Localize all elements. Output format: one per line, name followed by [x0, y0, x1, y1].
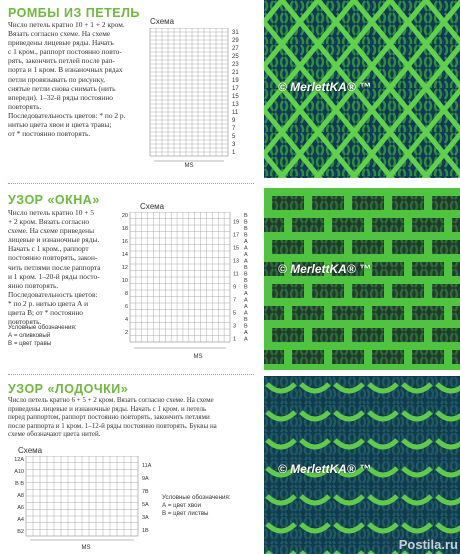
row-number-label: 5 — [232, 134, 236, 140]
row-number-label: 13 — [233, 258, 240, 265]
section-description: Число петель кратно 10 + 5 + 2 кром. Вязать согласно схеме. На схеме приведены лицевые и изнаночные ряды. Начать с 1 кром., раппорт постоянно повторять, закон- чить петлями после раппорта и 1 кром. 1–20-й ряды посто- янно повторять. Последовательность цветов: * по 2 р. нитью цвета А и цвета В; от * постоянно повторять. — [8, 208, 101, 327]
grid-lines — [150, 28, 228, 156]
section-title: УЗОР «ЛОДОЧКИ» — [8, 382, 129, 396]
chart-windows — [118, 212, 258, 364]
row-number-label: 11 — [233, 271, 239, 278]
row-label: А10 — [14, 469, 24, 475]
section-title: РОМБЫ ИЗ ПЕТЕЛЬ — [8, 6, 140, 20]
row-number-label: 19 — [232, 78, 239, 84]
row-color-label: А — [244, 258, 248, 265]
legend: Условные обозначения: А = оливковый В = цвет травы — [8, 324, 77, 347]
grid-lines — [130, 212, 230, 342]
section-title: УЗОР «ОКНА» — [8, 193, 100, 207]
right-row-labels — [233, 213, 248, 343]
row-color-label: А — [244, 245, 248, 252]
row-number-label: 13 — [232, 102, 239, 108]
row-number-label: 15 — [232, 94, 239, 100]
ms-label: MS — [81, 545, 91, 551]
row-label: 9А — [142, 476, 149, 482]
section-description: Число петель кратно 10 + 1 + 2 кром. Вязать согласно схеме. На схеме приведены лицевые ряды. Начать с 1 кром., раппорт постоянно повто- рять, закончить петлей после рап- порта и 1 кром. В изнаночных рядах петли провязывать по рисунку, снятые петли снова снимать (нить впереди). 1–32-й ряды постоянно повторять. Последовательность цветов: * по 2 р. нитью цвета хвои и цвета травы; от * постоянно повторять. — [8, 20, 126, 139]
row-color-label: А — [244, 310, 248, 317]
section-windows — [0, 188, 460, 370]
row-color-label: В — [244, 278, 248, 284]
row-number-label: 18 — [121, 226, 128, 232]
row-color-label: А — [244, 304, 248, 310]
row-number-label: 29 — [232, 38, 239, 44]
row-number-label: 11 — [232, 110, 239, 116]
chart-rhombus — [148, 28, 256, 168]
section-boats — [0, 376, 460, 554]
row-color-label: В — [244, 219, 248, 226]
row-number-label: 2 — [124, 330, 128, 336]
row-label: 5А — [142, 502, 149, 508]
row-number-label: 15 — [233, 245, 240, 252]
row-number-label: 14 — [121, 252, 128, 258]
row-number-label: 8 — [124, 291, 128, 297]
schema-label: Схема — [140, 202, 165, 211]
section-divider — [8, 183, 254, 184]
row-label: В В — [15, 481, 24, 487]
row-color-label: В — [244, 317, 248, 323]
row-number-label: 3 — [232, 142, 236, 148]
row-number-label: 19 — [233, 219, 240, 226]
row-label: 11А — [142, 463, 152, 469]
row-label: 1В — [142, 528, 149, 534]
row-color-label: А — [244, 330, 248, 336]
row-label: А6 — [17, 505, 24, 511]
grid-lines — [26, 456, 138, 536]
ms-label: MS — [193, 354, 203, 360]
row-labels — [232, 30, 239, 156]
chart-boats — [6, 456, 166, 552]
photo-rhombus — [264, 0, 460, 178]
row-number-label: 27 — [232, 46, 239, 52]
ms-label: MS — [184, 163, 194, 168]
row-color-label: В — [244, 265, 248, 271]
schema-label: Схема — [150, 17, 175, 26]
row-number-label: 6 — [124, 304, 128, 310]
row-label: 3А — [142, 515, 149, 521]
row-color-label: В — [244, 271, 248, 278]
left-row-labels — [14, 457, 24, 535]
right-row-labels — [142, 463, 152, 534]
watermark-text: © MerlettKA® ™ — [278, 80, 372, 94]
section-description: Число петель кратно 6 + 5 + 2 кром. Вязать согласно схеме. На схеме приведены лицевые и изнаночные ряды. Начать с 1 кром. и петель перед раппортом, раппорт постоянно повторять, закончить петлями после раппорта и 1 кром. 1–12-й ряды постоянно повторять. Буквы на схеме обозначают цвета нитей. — [8, 396, 217, 439]
row-number-label: 3 — [233, 323, 237, 330]
row-number-label: 23 — [232, 62, 239, 68]
watermark-text: © MerlettKA® ™ — [278, 262, 372, 276]
legend: Условные обозначения: А = цвет хвои В = цвет листвы — [162, 494, 231, 517]
corner-watermark: Postila.ru — [398, 537, 458, 552]
row-color-label: А — [244, 239, 248, 245]
row-color-label: В — [244, 226, 248, 232]
row-label: В2 — [17, 529, 24, 535]
row-number-label: 9 — [232, 118, 236, 124]
row-color-label: В — [244, 284, 248, 291]
section-rhombus — [0, 0, 460, 178]
row-label: А8 — [17, 493, 24, 499]
row-color-label: В — [244, 323, 248, 330]
row-number-label: 31 — [232, 30, 239, 36]
row-label: А4 — [17, 517, 24, 523]
schema-label: Схема — [18, 446, 43, 455]
row-color-label: А — [244, 336, 248, 343]
row-number-label: 16 — [121, 239, 128, 245]
row-color-label: А — [244, 291, 248, 297]
row-number-label: 21 — [232, 70, 239, 76]
row-number-label: 1 — [233, 336, 237, 343]
watermark-text: © MerlettKA® ™ — [278, 462, 372, 476]
row-number-label: 5 — [233, 310, 237, 317]
row-color-label: В — [244, 232, 248, 239]
row-color-label: В — [244, 213, 248, 219]
row-number-label: 7 — [233, 297, 237, 304]
row-number-label: 20 — [121, 213, 128, 219]
row-number-label: 12 — [121, 265, 128, 271]
photo-boats — [264, 376, 460, 554]
row-number-label: 25 — [232, 54, 239, 60]
row-label: 12А — [14, 457, 24, 463]
left-row-numbers — [122, 213, 128, 336]
row-number-label: 17 — [232, 86, 239, 92]
row-number-label: 10 — [121, 278, 128, 284]
row-color-label: А — [244, 297, 248, 304]
row-label: 7В — [142, 489, 149, 495]
row-number-label: 4 — [124, 317, 128, 323]
row-number-label: 17 — [233, 232, 240, 239]
row-number-label: 9 — [233, 284, 237, 291]
photo-windows — [264, 188, 460, 370]
section-divider — [8, 374, 254, 375]
row-number-label: 7 — [232, 126, 236, 132]
row-color-label: А — [244, 252, 248, 258]
row-number-label: 1 — [232, 150, 236, 156]
